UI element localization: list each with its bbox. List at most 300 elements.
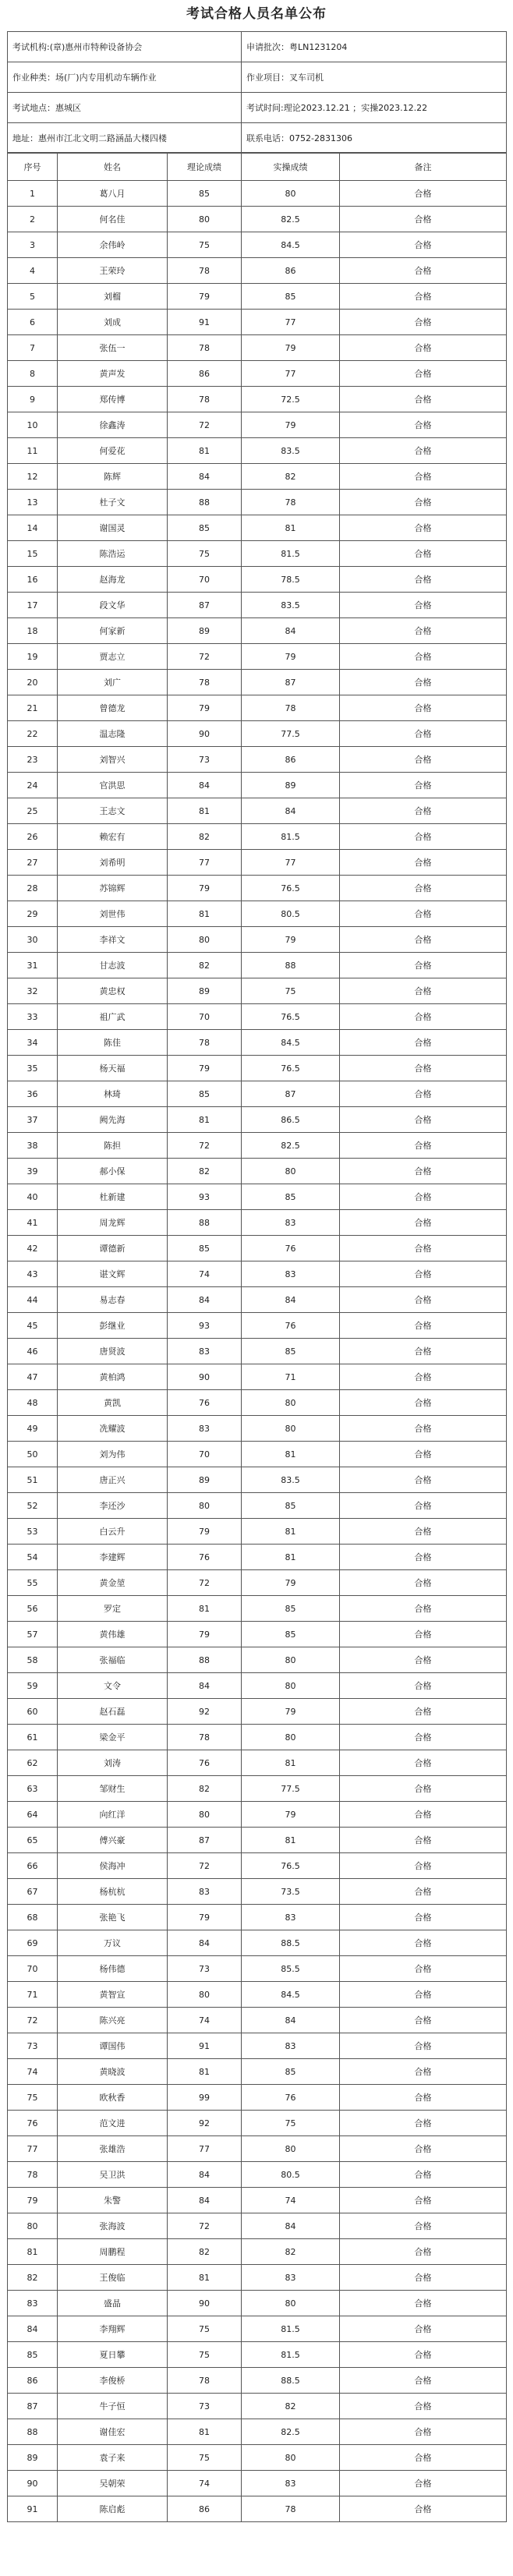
- row-remark: 合格: [340, 2188, 507, 2213]
- row-name: 赖宏有: [58, 824, 168, 850]
- row-index: 28: [8, 876, 58, 901]
- row-practical-score: 79: [242, 412, 340, 438]
- row-theory-score: 81: [168, 1596, 242, 1622]
- row-index: 87: [8, 2394, 58, 2419]
- exam-info-table: [7, 31, 507, 153]
- row-remark: 合格: [340, 1673, 507, 1699]
- row-theory-score: 83: [168, 1879, 242, 1905]
- row-theory-score: 78: [168, 387, 242, 412]
- table-row: [8, 1416, 507, 1442]
- row-name: 刘成: [58, 310, 168, 335]
- row-practical-score: 85: [242, 1339, 340, 1364]
- row-index: 59: [8, 1673, 58, 1699]
- table-row: [8, 1776, 507, 1802]
- row-index: 34: [8, 1030, 58, 1056]
- table-row: [8, 2394, 507, 2419]
- row-name: 徐鑫涛: [58, 412, 168, 438]
- row-remark: 合格: [340, 1570, 507, 1596]
- table-row: [8, 515, 507, 541]
- row-theory-score: 79: [168, 1056, 242, 1081]
- row-name: 谌文辉: [58, 1261, 168, 1287]
- table-row: [8, 2085, 507, 2111]
- row-practical-score: 80: [242, 1390, 340, 1416]
- row-name: 陈浩运: [58, 541, 168, 567]
- table-row: [8, 644, 507, 670]
- row-name: 陈兴亮: [58, 2008, 168, 2033]
- row-name: 欧秋香: [58, 2085, 168, 2111]
- row-practical-score: 80: [242, 181, 340, 207]
- row-index: 78: [8, 2162, 58, 2188]
- row-index: 31: [8, 953, 58, 978]
- row-theory-score: 82: [168, 1159, 242, 1184]
- row-theory-score: 78: [168, 2368, 242, 2394]
- table-row: [8, 1725, 507, 1750]
- table-row: [8, 438, 507, 464]
- row-theory-score: 70: [168, 1004, 242, 1030]
- row-index: 61: [8, 1725, 58, 1750]
- row-theory-score: 75: [168, 2316, 242, 2342]
- row-name: 谭国伟: [58, 2033, 168, 2059]
- header-name: 姓名: [58, 154, 168, 181]
- row-theory-score: 78: [168, 258, 242, 284]
- row-name: 曾德龙: [58, 695, 168, 721]
- row-theory-score: 80: [168, 1493, 242, 1519]
- row-index: 38: [8, 1133, 58, 1159]
- row-index: 81: [8, 2239, 58, 2265]
- row-remark: 合格: [340, 1184, 507, 1210]
- row-remark: 合格: [340, 2111, 507, 2136]
- row-theory-score: 92: [168, 2111, 242, 2136]
- table-row: [8, 1699, 507, 1725]
- table-row: [8, 1442, 507, 1467]
- row-remark: 合格: [340, 2496, 507, 2522]
- row-remark: 合格: [340, 2291, 507, 2316]
- row-practical-score: 84.5: [242, 1030, 340, 1056]
- row-name: 黄柏鸿: [58, 1364, 168, 1390]
- table-row: [8, 1133, 507, 1159]
- page-title: 考试合格人员名单公布: [186, 6, 327, 22]
- row-practical-score: 76: [242, 1236, 340, 1261]
- row-theory-score: 73: [168, 747, 242, 773]
- row-practical-score: 77.5: [242, 1776, 340, 1802]
- row-theory-score: 80: [168, 1802, 242, 1828]
- table-row: [8, 361, 507, 387]
- table-row: [8, 2188, 507, 2213]
- row-practical-score: 72.5: [242, 387, 340, 412]
- row-name: 郑传博: [58, 387, 168, 412]
- row-remark: 合格: [340, 1725, 507, 1750]
- row-practical-score: 83: [242, 2471, 340, 2496]
- row-index: 5: [8, 284, 58, 310]
- row-remark: 合格: [340, 2471, 507, 2496]
- row-remark: 合格: [340, 798, 507, 824]
- row-remark: 合格: [340, 541, 507, 567]
- row-practical-score: 79: [242, 927, 340, 953]
- row-theory-score: 93: [168, 1313, 242, 1339]
- row-name: 杜新建: [58, 1184, 168, 1210]
- row-remark: 合格: [340, 1956, 507, 1982]
- row-remark: 合格: [340, 207, 507, 232]
- row-index: 50: [8, 1442, 58, 1467]
- row-theory-score: 91: [168, 310, 242, 335]
- row-theory-score: 91: [168, 2033, 242, 2059]
- row-name: 彭继业: [58, 1313, 168, 1339]
- row-index: 23: [8, 747, 58, 773]
- table-row: [8, 1647, 507, 1673]
- row-name: 官洪思: [58, 773, 168, 798]
- row-remark: 合格: [340, 387, 507, 412]
- row-remark: 合格: [340, 284, 507, 310]
- row-practical-score: 83: [242, 1905, 340, 1930]
- table-row: [8, 2008, 507, 2033]
- row-index: 22: [8, 721, 58, 747]
- row-theory-score: 81: [168, 2265, 242, 2291]
- row-name: 冼耀波: [58, 1416, 168, 1442]
- row-practical-score: 76.5: [242, 876, 340, 901]
- row-index: 83: [8, 2291, 58, 2316]
- row-index: 13: [8, 490, 58, 515]
- row-name: 梁金平: [58, 1725, 168, 1750]
- row-name: 白云升: [58, 1519, 168, 1545]
- row-index: 86: [8, 2368, 58, 2394]
- header-practical-score: 实操成绩: [242, 154, 340, 181]
- row-practical-score: 81: [242, 1442, 340, 1467]
- row-remark: 合格: [340, 1467, 507, 1493]
- row-theory-score: 90: [168, 2291, 242, 2316]
- table-row: [8, 1828, 507, 1853]
- row-name: 范文进: [58, 2111, 168, 2136]
- row-name: 万议: [58, 1930, 168, 1956]
- row-name: 刘希明: [58, 850, 168, 876]
- contact-phone: 联系电话：0752-2831306: [242, 123, 507, 153]
- row-name: 黄金堃: [58, 1570, 168, 1596]
- row-index: 16: [8, 567, 58, 593]
- row-index: 88: [8, 2419, 58, 2445]
- row-index: 73: [8, 2033, 58, 2059]
- row-practical-score: 82.5: [242, 1133, 340, 1159]
- row-theory-score: 99: [168, 2085, 242, 2111]
- row-theory-score: 84: [168, 773, 242, 798]
- table-row: [8, 2213, 507, 2239]
- row-remark: 合格: [340, 412, 507, 438]
- row-remark: 合格: [340, 901, 507, 927]
- row-practical-score: 89: [242, 773, 340, 798]
- row-theory-score: 80: [168, 927, 242, 953]
- row-practical-score: 80.5: [242, 2162, 340, 2188]
- table-row: [8, 2111, 507, 2136]
- row-theory-score: 86: [168, 361, 242, 387]
- row-practical-score: 85.5: [242, 1956, 340, 1982]
- work-item: 作业项目：叉车司机: [242, 62, 507, 93]
- row-name: 温志隆: [58, 721, 168, 747]
- row-index: 17: [8, 593, 58, 618]
- row-remark: 合格: [340, 1416, 507, 1442]
- row-remark: 合格: [340, 2419, 507, 2445]
- table-row: [8, 927, 507, 953]
- row-practical-score: 85: [242, 1493, 340, 1519]
- row-theory-score: 81: [168, 798, 242, 824]
- row-practical-score: 87: [242, 670, 340, 695]
- row-name: 陈启彪: [58, 2496, 168, 2522]
- table-row: [8, 567, 507, 593]
- row-practical-score: 73.5: [242, 1879, 340, 1905]
- row-remark: 合格: [340, 1313, 507, 1339]
- row-name: 牛子恒: [58, 2394, 168, 2419]
- row-remark: 合格: [340, 2239, 507, 2265]
- exam-location: 考试地点：惠城区: [8, 93, 242, 123]
- table-row: [8, 2059, 507, 2085]
- row-remark: 合格: [340, 1364, 507, 1390]
- row-remark: 合格: [340, 824, 507, 850]
- row-index: 65: [8, 1828, 58, 1853]
- table-row: [8, 1982, 507, 2008]
- exam-org: 考试机构:(章)惠州市特种设备协会: [8, 32, 242, 62]
- row-practical-score: 79: [242, 1802, 340, 1828]
- row-practical-score: 79: [242, 335, 340, 361]
- row-theory-score: 72: [168, 644, 242, 670]
- row-name: 余伟岭: [58, 232, 168, 258]
- row-theory-score: 90: [168, 1364, 242, 1390]
- table-row: [8, 747, 507, 773]
- row-practical-score: 83: [242, 1210, 340, 1236]
- table-row: [8, 1879, 507, 1905]
- row-index: 75: [8, 2085, 58, 2111]
- row-index: 64: [8, 1802, 58, 1828]
- row-theory-score: 70: [168, 567, 242, 593]
- row-remark: 合格: [340, 1133, 507, 1159]
- row-theory-score: 74: [168, 2471, 242, 2496]
- row-name: 段文华: [58, 593, 168, 618]
- row-remark: 合格: [340, 644, 507, 670]
- table-row: [8, 901, 507, 927]
- row-index: 68: [8, 1905, 58, 1930]
- row-practical-score: 76.5: [242, 1853, 340, 1879]
- row-practical-score: 82: [242, 2239, 340, 2265]
- row-practical-score: 80: [242, 1673, 340, 1699]
- row-name: 杜子文: [58, 490, 168, 515]
- table-row: [8, 1184, 507, 1210]
- table-row: [8, 1467, 507, 1493]
- row-name: 王荣玲: [58, 258, 168, 284]
- row-name: 张海波: [58, 2213, 168, 2239]
- row-practical-score: 76.5: [242, 1056, 340, 1081]
- row-practical-score: 80: [242, 1725, 340, 1750]
- row-theory-score: 79: [168, 695, 242, 721]
- row-practical-score: 80: [242, 2445, 340, 2471]
- row-theory-score: 74: [168, 1261, 242, 1287]
- row-index: 72: [8, 2008, 58, 2033]
- row-theory-score: 84: [168, 2188, 242, 2213]
- row-index: 37: [8, 1107, 58, 1133]
- table-row: [8, 1056, 507, 1081]
- table-row: [8, 1493, 507, 1519]
- row-index: 27: [8, 850, 58, 876]
- row-name: 李俊桥: [58, 2368, 168, 2394]
- row-name: 刘世伟: [58, 901, 168, 927]
- header-remark: 备注: [340, 154, 507, 181]
- row-remark: 合格: [340, 1107, 507, 1133]
- row-remark: 合格: [340, 490, 507, 515]
- row-index: 33: [8, 1004, 58, 1030]
- row-index: 66: [8, 1853, 58, 1879]
- row-index: 47: [8, 1364, 58, 1390]
- row-index: 30: [8, 927, 58, 953]
- row-index: 79: [8, 2188, 58, 2213]
- table-row: [8, 850, 507, 876]
- row-practical-score: 84: [242, 798, 340, 824]
- table-row: [8, 1750, 507, 1776]
- row-index: 80: [8, 2213, 58, 2239]
- row-name: 易志春: [58, 1287, 168, 1313]
- row-remark: 合格: [340, 2213, 507, 2239]
- row-index: 14: [8, 515, 58, 541]
- row-theory-score: 73: [168, 2394, 242, 2419]
- row-name: 朱警: [58, 2188, 168, 2213]
- row-name: 傅兴豪: [58, 1828, 168, 1853]
- row-theory-score: 88: [168, 1210, 242, 1236]
- row-practical-score: 84: [242, 1287, 340, 1313]
- row-remark: 合格: [340, 1056, 507, 1081]
- row-remark: 合格: [340, 1236, 507, 1261]
- row-index: 45: [8, 1313, 58, 1339]
- results-body: [8, 181, 507, 2522]
- row-practical-score: 88: [242, 953, 340, 978]
- row-name: 郝小保: [58, 1159, 168, 1184]
- row-index: 46: [8, 1339, 58, 1364]
- row-name: 侯海冲: [58, 1853, 168, 1879]
- row-remark: 合格: [340, 1802, 507, 1828]
- row-name: 周龙辉: [58, 1210, 168, 1236]
- row-name: 黄智宣: [58, 1982, 168, 2008]
- table-row: [8, 721, 507, 747]
- row-practical-score: 75: [242, 2111, 340, 2136]
- row-remark: 合格: [340, 1519, 507, 1545]
- row-theory-score: 77: [168, 850, 242, 876]
- table-row: [8, 2136, 507, 2162]
- row-remark: 合格: [340, 258, 507, 284]
- row-practical-score: 83: [242, 1261, 340, 1287]
- row-remark: 合格: [340, 2368, 507, 2394]
- row-remark: 合格: [340, 464, 507, 490]
- row-remark: 合格: [340, 1081, 507, 1107]
- row-remark: 合格: [340, 361, 507, 387]
- row-remark: 合格: [340, 2059, 507, 2085]
- row-theory-score: 85: [168, 181, 242, 207]
- row-practical-score: 81.5: [242, 541, 340, 567]
- table-row: [8, 2291, 507, 2316]
- row-name: 刘广: [58, 670, 168, 695]
- row-theory-score: 75: [168, 541, 242, 567]
- row-name: 杨伟德: [58, 1956, 168, 1982]
- row-practical-score: 84.5: [242, 1982, 340, 2008]
- table-row: [8, 1004, 507, 1030]
- row-name: 黄声发: [58, 361, 168, 387]
- row-practical-score: 77: [242, 310, 340, 335]
- row-practical-score: 80: [242, 1159, 340, 1184]
- row-remark: 合格: [340, 2445, 507, 2471]
- row-name: 陈佳: [58, 1030, 168, 1056]
- table-row: [8, 181, 507, 207]
- row-index: 35: [8, 1056, 58, 1081]
- row-theory-score: 81: [168, 1107, 242, 1133]
- row-practical-score: 84: [242, 618, 340, 644]
- row-name: 刘智兴: [58, 747, 168, 773]
- row-remark: 合格: [340, 1828, 507, 1853]
- row-practical-score: 81: [242, 1519, 340, 1545]
- row-remark: 合格: [340, 2316, 507, 2342]
- row-index: 21: [8, 695, 58, 721]
- table-row: [8, 1210, 507, 1236]
- table-row: [8, 2419, 507, 2445]
- row-remark: 合格: [340, 1493, 507, 1519]
- row-remark: 合格: [340, 978, 507, 1004]
- row-theory-score: 89: [168, 618, 242, 644]
- row-practical-score: 79: [242, 644, 340, 670]
- row-name: 吴朝荣: [58, 2471, 168, 2496]
- row-theory-score: 74: [168, 2008, 242, 2033]
- table-row: [8, 1956, 507, 1982]
- row-theory-score: 79: [168, 876, 242, 901]
- table-row: [8, 1802, 507, 1828]
- row-index: 82: [8, 2265, 58, 2291]
- table-row: [8, 1364, 507, 1390]
- row-remark: 合格: [340, 2162, 507, 2188]
- row-index: 25: [8, 798, 58, 824]
- row-practical-score: 80.5: [242, 901, 340, 927]
- row-remark: 合格: [340, 1261, 507, 1287]
- row-index: 41: [8, 1210, 58, 1236]
- row-index: 85: [8, 2342, 58, 2368]
- row-practical-score: 87: [242, 1081, 340, 1107]
- table-row: [8, 824, 507, 850]
- row-theory-score: 81: [168, 438, 242, 464]
- row-theory-score: 72: [168, 1853, 242, 1879]
- table-row: [8, 2239, 507, 2265]
- row-practical-score: 77.5: [242, 721, 340, 747]
- row-name: 刘涛: [58, 1750, 168, 1776]
- row-index: 19: [8, 644, 58, 670]
- row-practical-score: 82.5: [242, 207, 340, 232]
- row-practical-score: 80: [242, 1416, 340, 1442]
- table-row: [8, 1930, 507, 1956]
- row-practical-score: 76: [242, 1313, 340, 1339]
- row-name: 杨杭杭: [58, 1879, 168, 1905]
- row-name: 阙先海: [58, 1107, 168, 1133]
- row-name: 何名佳: [58, 207, 168, 232]
- table-row: [8, 1313, 507, 1339]
- table-row: [8, 1107, 507, 1133]
- row-name: 黄伟雄: [58, 1622, 168, 1647]
- row-remark: 合格: [340, 876, 507, 901]
- row-remark: 合格: [340, 618, 507, 644]
- row-theory-score: 84: [168, 464, 242, 490]
- row-theory-score: 81: [168, 2419, 242, 2445]
- row-name: 林琦: [58, 1081, 168, 1107]
- row-name: 谢佳宏: [58, 2419, 168, 2445]
- row-index: 43: [8, 1261, 58, 1287]
- row-index: 55: [8, 1570, 58, 1596]
- row-theory-score: 77: [168, 2136, 242, 2162]
- row-remark: 合格: [340, 1390, 507, 1416]
- header-index: 序号: [8, 154, 58, 181]
- row-theory-score: 79: [168, 1622, 242, 1647]
- row-theory-score: 75: [168, 2342, 242, 2368]
- row-theory-score: 85: [168, 1236, 242, 1261]
- row-name: 王志文: [58, 798, 168, 824]
- row-name: 黄晓波: [58, 2059, 168, 2085]
- exam-time: 考试时间:理论2023.12.21 ；实操2023.12.22: [242, 93, 507, 123]
- row-name: 文令: [58, 1673, 168, 1699]
